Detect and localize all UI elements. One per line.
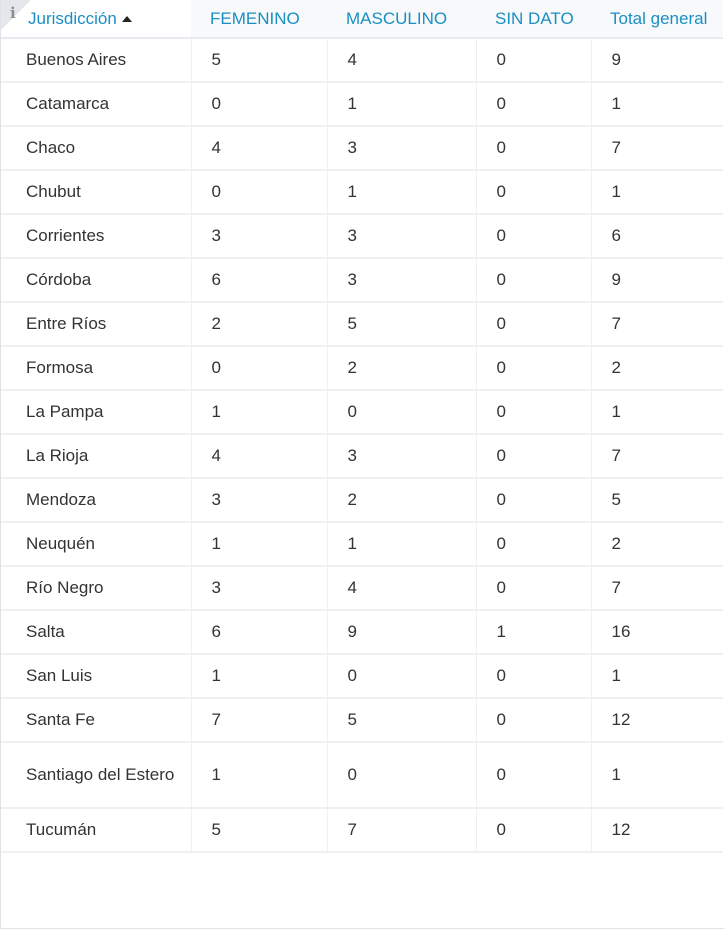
cell-masculino: 5 — [327, 302, 476, 346]
cell-femenino: 0 — [191, 346, 327, 390]
cell-femenino: 7 — [191, 698, 327, 742]
table-row — [1, 170, 723, 214]
table-row — [1, 566, 723, 610]
cell-total: 1 — [591, 170, 723, 214]
table-row — [1, 698, 723, 742]
cell-sin-dato: 0 — [476, 566, 591, 610]
cell-total: 5 — [591, 478, 723, 522]
cell-sin-dato: 0 — [476, 214, 591, 258]
cell-jurisdiccion: San Luis — [1, 654, 191, 698]
cell-femenino: 1 — [191, 654, 327, 698]
table-row — [1, 346, 723, 390]
cell-sin-dato: 1 — [476, 610, 591, 654]
cell-total: 12 — [591, 808, 723, 852]
cell-total: 6 — [591, 214, 723, 258]
cell-jurisdiccion: Mendoza — [1, 478, 191, 522]
cell-femenino: 0 — [191, 170, 327, 214]
cell-masculino: 3 — [327, 434, 476, 478]
cell-jurisdiccion: Chaco — [1, 126, 191, 170]
cell-femenino: 1 — [191, 390, 327, 434]
cell-jurisdiccion: Neuquén — [1, 522, 191, 566]
column-header-label: Jurisdicción — [28, 8, 117, 28]
cell-masculino: 1 — [327, 522, 476, 566]
table-row — [1, 390, 723, 434]
column-header-sin-dato[interactable] — [476, 0, 591, 38]
column-header-label: Total general — [610, 8, 708, 28]
cell-femenino: 6 — [191, 258, 327, 302]
info-icon[interactable]: i — [10, 4, 16, 22]
table-row — [1, 654, 723, 698]
cell-jurisdiccion: Tucumán — [1, 808, 191, 852]
cell-femenino: 6 — [191, 610, 327, 654]
cell-sin-dato: 0 — [476, 38, 591, 82]
cell-masculino: 1 — [327, 82, 476, 126]
cell-sin-dato: 0 — [476, 478, 591, 522]
table-row — [1, 82, 723, 126]
table-row — [1, 38, 723, 82]
cell-masculino: 3 — [327, 126, 476, 170]
cell-femenino: 0 — [191, 82, 327, 126]
cell-sin-dato: 0 — [476, 82, 591, 126]
table-header — [1, 0, 723, 38]
column-header-femenino[interactable] — [191, 0, 327, 38]
cell-sin-dato: 0 — [476, 302, 591, 346]
cell-total: 12 — [591, 698, 723, 742]
cell-sin-dato: 0 — [476, 698, 591, 742]
cell-jurisdiccion: Formosa — [1, 346, 191, 390]
table-row — [1, 742, 723, 808]
cell-jurisdiccion: Entre Ríos — [1, 302, 191, 346]
column-header-total[interactable] — [591, 0, 723, 38]
table-body — [1, 38, 723, 852]
cell-femenino: 1 — [191, 522, 327, 566]
cell-jurisdiccion: Corrientes — [1, 214, 191, 258]
cell-masculino: 0 — [327, 742, 476, 808]
cell-total: 1 — [591, 654, 723, 698]
cell-jurisdiccion: Chubut — [1, 170, 191, 214]
column-header-label: SIN DATO — [495, 8, 574, 28]
cell-masculino: 2 — [327, 346, 476, 390]
cell-total: 7 — [591, 434, 723, 478]
table-row — [1, 302, 723, 346]
column-header-jurisdiccion[interactable] — [1, 0, 191, 38]
cell-femenino: 5 — [191, 38, 327, 82]
cell-sin-dato: 0 — [476, 808, 591, 852]
table-row — [1, 434, 723, 478]
cell-jurisdiccion: Córdoba — [1, 258, 191, 302]
cell-masculino: 9 — [327, 610, 476, 654]
cell-jurisdiccion: Catamarca — [1, 82, 191, 126]
cell-jurisdiccion: Buenos Aires — [1, 38, 191, 82]
cell-sin-dato: 0 — [476, 170, 591, 214]
cell-femenino: 5 — [191, 808, 327, 852]
cell-masculino: 3 — [327, 214, 476, 258]
cell-masculino: 7 — [327, 808, 476, 852]
jurisdiction-table — [1, 0, 723, 853]
cell-sin-dato: 0 — [476, 742, 591, 808]
cell-total: 16 — [591, 610, 723, 654]
cell-femenino: 3 — [191, 566, 327, 610]
cell-total: 9 — [591, 38, 723, 82]
cell-total: 1 — [591, 82, 723, 126]
cell-femenino: 2 — [191, 302, 327, 346]
sort-ascending-icon — [122, 16, 132, 22]
cell-total: 1 — [591, 390, 723, 434]
cell-femenino: 3 — [191, 478, 327, 522]
cell-total: 2 — [591, 346, 723, 390]
table-row — [1, 478, 723, 522]
table-row — [1, 214, 723, 258]
cell-femenino: 4 — [191, 126, 327, 170]
cell-total: 1 — [591, 742, 723, 808]
cell-jurisdiccion: La Rioja — [1, 434, 191, 478]
cell-masculino: 4 — [327, 566, 476, 610]
cell-jurisdiccion: Santa Fe — [1, 698, 191, 742]
cell-total: 9 — [591, 258, 723, 302]
cell-masculino: 3 — [327, 258, 476, 302]
cell-jurisdiccion: Río Negro — [1, 566, 191, 610]
table-row — [1, 808, 723, 852]
table-row — [1, 126, 723, 170]
cell-sin-dato: 0 — [476, 126, 591, 170]
cell-femenino: 1 — [191, 742, 327, 808]
cell-sin-dato: 0 — [476, 258, 591, 302]
column-header-label: FEMENINO — [210, 8, 300, 28]
table-row — [1, 258, 723, 302]
cell-masculino: 1 — [327, 170, 476, 214]
cell-masculino: 0 — [327, 390, 476, 434]
cell-jurisdiccion: Santiago del Estero — [1, 742, 191, 808]
table-row — [1, 610, 723, 654]
cell-jurisdiccion: Salta — [1, 610, 191, 654]
cell-sin-dato: 0 — [476, 654, 591, 698]
cell-masculino: 4 — [327, 38, 476, 82]
cell-total: 2 — [591, 522, 723, 566]
cell-femenino: 3 — [191, 214, 327, 258]
cell-sin-dato: 0 — [476, 390, 591, 434]
table-row — [1, 522, 723, 566]
header-row — [1, 0, 723, 38]
cell-masculino: 5 — [327, 698, 476, 742]
cell-sin-dato: 0 — [476, 346, 591, 390]
column-header-masculino[interactable] — [327, 0, 476, 38]
cell-total: 7 — [591, 566, 723, 610]
cell-sin-dato: 0 — [476, 434, 591, 478]
cell-femenino: 4 — [191, 434, 327, 478]
cell-total: 7 — [591, 302, 723, 346]
cell-sin-dato: 0 — [476, 522, 591, 566]
cell-jurisdiccion: La Pampa — [1, 390, 191, 434]
cell-masculino: 0 — [327, 654, 476, 698]
column-header-label: MASCULINO — [346, 8, 448, 28]
cell-masculino: 2 — [327, 478, 476, 522]
cell-total: 7 — [591, 126, 723, 170]
